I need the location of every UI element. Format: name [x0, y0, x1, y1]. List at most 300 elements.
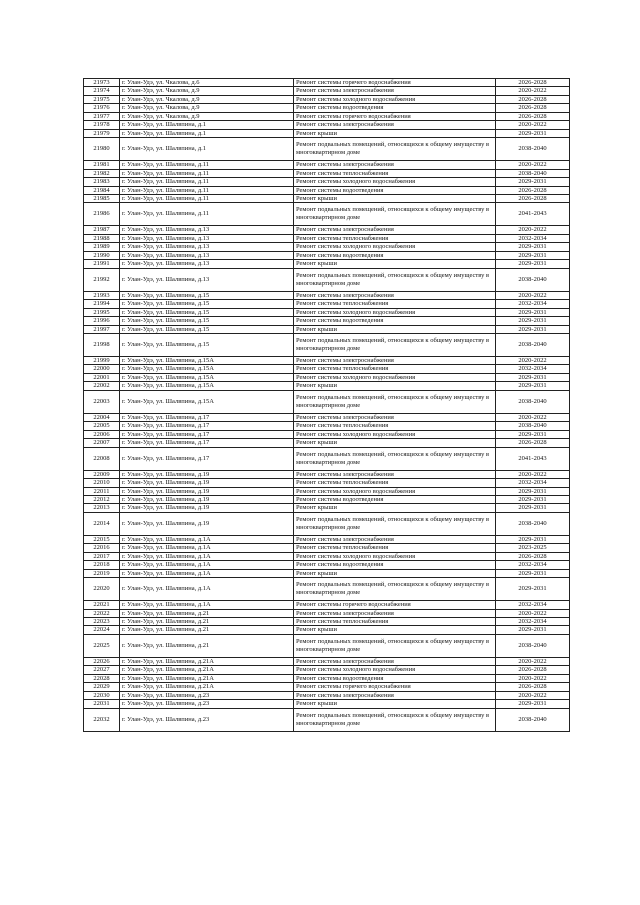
address-cell: г. Улан-Удэ, ул. Чкалова, д.9	[120, 87, 294, 95]
period-cell: 2029-2031	[496, 308, 570, 316]
address-cell: г. Улан-Удэ, ул. Шалвпина, д.15	[120, 300, 294, 308]
address-cell: г. Улан-Удэ, ул. Шалвпина, д.21А	[120, 683, 294, 691]
address-cell: г. Улан-Удэ, ул. Шалвпина, д.1А	[120, 569, 294, 577]
address-cell: г. Улан-Удэ, ул. Чкалова, д.6	[120, 79, 294, 87]
row-number-cell: 21980	[84, 138, 120, 161]
row-number-cell: 22013	[84, 504, 120, 512]
row-number-cell: 22020	[84, 578, 120, 601]
table-row	[84, 129, 570, 137]
work-type-cell: Ремонт системы электроснабжения	[294, 121, 496, 129]
period-cell: 2020-2022	[496, 470, 570, 478]
row-number-cell: 22000	[84, 365, 120, 373]
address-cell: г. Улан-Удэ, ул. Шалвпина, д.19	[120, 487, 294, 495]
period-cell: 2020-2022	[496, 413, 570, 421]
table-body	[84, 79, 570, 732]
address-cell: г. Улан-Удэ, ул. Шалвпина, д.1	[120, 138, 294, 161]
work-type-cell: Ремонт подвальных помещений, относящихся к общему имуществу в многоквартирном доме	[294, 390, 496, 413]
table-row	[84, 390, 570, 413]
table-row	[84, 512, 570, 535]
table-row	[84, 552, 570, 560]
period-cell: 2026-2028	[496, 683, 570, 691]
row-number-cell: 21990	[84, 251, 120, 259]
table-row	[84, 121, 570, 129]
row-number-cell: 21978	[84, 121, 120, 129]
period-cell: 2023-2025	[496, 544, 570, 552]
address-cell: г. Улан-Удэ, ул. Шалвпина, д.17	[120, 439, 294, 447]
work-type-cell: Ремонт крыши	[294, 382, 496, 390]
row-number-cell: 22011	[84, 487, 120, 495]
work-type-cell: Ремонт подвальных помещений, относящихся к общему имуществу в многоквартирном доме	[294, 708, 496, 731]
period-cell: 2029-2031	[496, 535, 570, 543]
work-type-cell: Ремонт системы горячего водоснабжения	[294, 683, 496, 691]
table-row	[84, 226, 570, 234]
period-cell: 2026-2028	[496, 439, 570, 447]
work-type-cell: Ремонт системы холодного водоснабжения	[294, 373, 496, 381]
row-number-cell: 21988	[84, 234, 120, 242]
work-type-cell: Ремонт крыши	[294, 504, 496, 512]
row-number-cell: 22003	[84, 390, 120, 413]
work-type-cell: Ремонт системы электроснабжения	[294, 609, 496, 617]
period-cell: 2038-2040	[496, 333, 570, 356]
address-cell: г. Улан-Удэ, ул. Шалвпина, д.17	[120, 422, 294, 430]
address-cell: г. Улан-Удэ, ул. Шалвпина, д.15А	[120, 390, 294, 413]
row-number-cell: 21997	[84, 325, 120, 333]
work-type-cell: Ремонт системы теплоснабжения	[294, 365, 496, 373]
work-type-cell: Ремонт системы электроснабжения	[294, 657, 496, 665]
table-row	[84, 700, 570, 708]
period-cell: 2026-2028	[496, 112, 570, 120]
address-cell: г. Улан-Удэ, ул. Шалвпина, д.21	[120, 609, 294, 617]
address-cell: г. Улан-Удэ, ул. Шалвпина, д.21А	[120, 674, 294, 682]
work-type-cell: Ремонт подвальных помещений, относящихся к общему имуществу в многоквартирном доме	[294, 512, 496, 535]
work-type-cell: Ремонт системы холодного водоснабжения	[294, 178, 496, 186]
table-row	[84, 300, 570, 308]
work-type-cell: Ремонт системы электроснабжения	[294, 226, 496, 234]
address-cell: г. Улан-Удэ, ул. Чкалова, д.9	[120, 95, 294, 103]
table-row	[84, 683, 570, 691]
period-cell: 2029-2031	[496, 700, 570, 708]
address-cell: г. Улан-Удэ, ул. Шалвпина, д.21А	[120, 657, 294, 665]
work-type-cell: Ремонт системы водоотведения	[294, 495, 496, 503]
repair-schedule-table	[83, 78, 570, 732]
period-cell: 2038-2040	[496, 634, 570, 657]
address-cell: г. Улан-Удэ, ул. Шалвпина, д.13	[120, 268, 294, 291]
address-cell: г. Улан-Удэ, ул. Шалвпина, д.13	[120, 251, 294, 259]
table-row	[84, 535, 570, 543]
row-number-cell: 21976	[84, 104, 120, 112]
address-cell: г. Улан-Удэ, ул. Чкалова, д.9	[120, 104, 294, 112]
table-row	[84, 601, 570, 609]
period-cell: 2029-2031	[496, 504, 570, 512]
work-type-cell: Ремонт системы горячего водоснабжения	[294, 601, 496, 609]
row-number-cell: 21989	[84, 243, 120, 251]
row-number-cell: 22008	[84, 447, 120, 470]
table-row	[84, 691, 570, 699]
work-type-cell: Ремонт системы холодного водоснабжения	[294, 430, 496, 438]
work-type-cell: Ремонт системы теплоснабжения	[294, 234, 496, 242]
table-row	[84, 413, 570, 421]
work-type-cell: Ремонт крыши	[294, 260, 496, 268]
row-number-cell: 22009	[84, 470, 120, 478]
period-cell: 2029-2031	[496, 626, 570, 634]
period-cell: 2020-2022	[496, 609, 570, 617]
row-number-cell: 22024	[84, 626, 120, 634]
address-cell: г. Улан-Удэ, ул. Шалвпина, д.11	[120, 203, 294, 226]
table-row	[84, 609, 570, 617]
row-number-cell: 22002	[84, 382, 120, 390]
work-type-cell: Ремонт крыши	[294, 626, 496, 634]
work-type-cell: Ремонт системы горячего водоснабжения	[294, 79, 496, 87]
row-number-cell: 21987	[84, 226, 120, 234]
period-cell: 2020-2022	[496, 226, 570, 234]
table-row	[84, 112, 570, 120]
table-row	[84, 186, 570, 194]
row-number-cell: 22022	[84, 609, 120, 617]
period-cell: 2029-2031	[496, 129, 570, 137]
address-cell: г. Улан-Удэ, ул. Шалвпина, д.17	[120, 447, 294, 470]
table-row	[84, 104, 570, 112]
work-type-cell: Ремонт крыши	[294, 439, 496, 447]
address-cell: г. Улан-Удэ, ул. Шалвпина, д.19	[120, 479, 294, 487]
address-cell: г. Улан-Удэ, ул. Шалвпина, д.1А	[120, 552, 294, 560]
work-type-cell: Ремонт системы водоотведения	[294, 251, 496, 259]
address-cell: г. Улан-Удэ, ул. Шалвпина, д.21	[120, 618, 294, 626]
period-cell: 2029-2031	[496, 243, 570, 251]
work-type-cell: Ремонт крыши	[294, 194, 496, 202]
period-cell: 2026-2028	[496, 186, 570, 194]
table-row	[84, 194, 570, 202]
period-cell: 2020-2022	[496, 674, 570, 682]
work-type-cell: Ремонт системы холодного водоснабжения	[294, 487, 496, 495]
work-type-cell: Ремонт системы холодного водоснабжения	[294, 95, 496, 103]
address-cell: г. Улан-Удэ, ул. Шалвпина, д.11	[120, 178, 294, 186]
row-number-cell: 22006	[84, 430, 120, 438]
period-cell: 2029-2031	[496, 495, 570, 503]
row-number-cell: 22026	[84, 657, 120, 665]
table-row	[84, 666, 570, 674]
period-cell: 2026-2028	[496, 95, 570, 103]
period-cell: 2038-2040	[496, 268, 570, 291]
row-number-cell: 21985	[84, 194, 120, 202]
table-row	[84, 317, 570, 325]
period-cell: 2032-2034	[496, 300, 570, 308]
address-cell: г. Улан-Удэ, ул. Шалвпина, д.17	[120, 413, 294, 421]
period-cell: 2026-2028	[496, 104, 570, 112]
row-number-cell: 21975	[84, 95, 120, 103]
address-cell: г. Улан-Удэ, ул. Шалвпина, д.11	[120, 161, 294, 169]
work-type-cell: Ремонт подвальных помещений, относящихся к общему имуществу в многоквартирном доме	[294, 333, 496, 356]
table-row	[84, 544, 570, 552]
row-number-cell: 21993	[84, 291, 120, 299]
row-number-cell: 21991	[84, 260, 120, 268]
address-cell: г. Улан-Удэ, ул. Шалвпина, д.23	[120, 691, 294, 699]
table-row	[84, 161, 570, 169]
row-number-cell: 21996	[84, 317, 120, 325]
table-row	[84, 495, 570, 503]
period-cell: 2041-2043	[496, 447, 570, 470]
work-type-cell: Ремонт крыши	[294, 569, 496, 577]
address-cell: г. Улан-Удэ, ул. Шалвпина, д.15А	[120, 365, 294, 373]
table-row	[84, 470, 570, 478]
period-cell: 2029-2031	[496, 260, 570, 268]
row-number-cell: 22017	[84, 552, 120, 560]
period-cell: 2026-2028	[496, 79, 570, 87]
address-cell: г. Улан-Удэ, ул. Чкалова, д.9	[120, 112, 294, 120]
table-row	[84, 708, 570, 731]
work-type-cell: Ремонт системы теплоснабжения	[294, 618, 496, 626]
table-row	[84, 365, 570, 373]
work-type-cell: Ремонт системы водоотведения	[294, 104, 496, 112]
period-cell: 2029-2031	[496, 430, 570, 438]
work-type-cell: Ремонт системы теплоснабжения	[294, 479, 496, 487]
document-page	[83, 78, 570, 732]
address-cell: г. Улан-Удэ, ул. Шалвпина, д.15	[120, 308, 294, 316]
work-type-cell: Ремонт системы водоотведения	[294, 317, 496, 325]
address-cell: г. Улан-Удэ, ул. Шалвпина, д.1А	[120, 544, 294, 552]
table-row	[84, 356, 570, 364]
period-cell: 2038-2040	[496, 422, 570, 430]
address-cell: г. Улан-Удэ, ул. Шалвпина, д.11	[120, 194, 294, 202]
table-row	[84, 657, 570, 665]
period-cell: 2032-2034	[496, 618, 570, 626]
work-type-cell: Ремонт системы холодного водоснабжения	[294, 243, 496, 251]
row-number-cell: 21983	[84, 178, 120, 186]
address-cell: г. Улан-Удэ, ул. Шалвпина, д.11	[120, 186, 294, 194]
row-number-cell: 22030	[84, 691, 120, 699]
work-type-cell: Ремонт системы холодного водоснабжения	[294, 308, 496, 316]
work-type-cell: Ремонт подвальных помещений, относящихся к общему имуществу в многоквартирном доме	[294, 634, 496, 657]
address-cell: г. Улан-Удэ, ул. Шалвпина, д.21А	[120, 666, 294, 674]
table-row	[84, 79, 570, 87]
address-cell: г. Улан-Удэ, ул. Шалвпина, д.15А	[120, 356, 294, 364]
work-type-cell: Ремонт системы электроснабжения	[294, 87, 496, 95]
address-cell: г. Улан-Удэ, ул. Шалвпина, д.17	[120, 430, 294, 438]
work-type-cell: Ремонт системы электроснабжения	[294, 356, 496, 364]
table-row	[84, 203, 570, 226]
table-row	[84, 430, 570, 438]
period-cell: 2038-2040	[496, 138, 570, 161]
work-type-cell: Ремонт системы холодного водоснабжения	[294, 552, 496, 560]
row-number-cell: 22015	[84, 535, 120, 543]
work-type-cell: Ремонт системы теплоснабжения	[294, 544, 496, 552]
table-row	[84, 138, 570, 161]
period-cell: 2020-2022	[496, 161, 570, 169]
period-cell: 2020-2022	[496, 291, 570, 299]
work-type-cell: Ремонт подвальных помещений, относящихся к общему имуществу в многоквартирном доме	[294, 268, 496, 291]
table-row	[84, 251, 570, 259]
row-number-cell: 22005	[84, 422, 120, 430]
work-type-cell: Ремонт подвальных помещений, относящихся к общему имуществу в многоквартирном доме	[294, 447, 496, 470]
period-cell: 2032-2034	[496, 561, 570, 569]
row-number-cell: 21999	[84, 356, 120, 364]
table-row	[84, 618, 570, 626]
row-number-cell: 22018	[84, 561, 120, 569]
address-cell: г. Улан-Удэ, ул. Шалвпина, д.15А	[120, 382, 294, 390]
row-number-cell: 21995	[84, 308, 120, 316]
work-type-cell: Ремонт системы водоотведения	[294, 674, 496, 682]
address-cell: г. Улан-Удэ, ул. Шалвпина, д.15	[120, 317, 294, 325]
row-number-cell: 21979	[84, 129, 120, 137]
row-number-cell: 22012	[84, 495, 120, 503]
address-cell: г. Улан-Удэ, ул. Шалвпина, д.13	[120, 243, 294, 251]
row-number-cell: 22023	[84, 618, 120, 626]
address-cell: г. Улан-Удэ, ул. Шалвпина, д.1А	[120, 561, 294, 569]
period-cell: 2032-2034	[496, 601, 570, 609]
row-number-cell: 21982	[84, 169, 120, 177]
row-number-cell: 22027	[84, 666, 120, 674]
period-cell: 2038-2040	[496, 512, 570, 535]
table-row	[84, 626, 570, 634]
table-row	[84, 178, 570, 186]
row-number-cell: 21973	[84, 79, 120, 87]
period-cell: 2029-2031	[496, 178, 570, 186]
row-number-cell: 21986	[84, 203, 120, 226]
address-cell: г. Улан-Удэ, ул. Шалвпина, д.1А	[120, 601, 294, 609]
address-cell: г. Улан-Удэ, ул. Шалвпина, д.15	[120, 333, 294, 356]
table-row	[84, 504, 570, 512]
row-number-cell: 22014	[84, 512, 120, 535]
work-type-cell: Ремонт системы электроснабжения	[294, 291, 496, 299]
period-cell: 2029-2031	[496, 373, 570, 381]
work-type-cell: Ремонт крыши	[294, 325, 496, 333]
table-row	[84, 291, 570, 299]
table-row	[84, 561, 570, 569]
row-number-cell: 21974	[84, 87, 120, 95]
row-number-cell: 22031	[84, 700, 120, 708]
table-row	[84, 308, 570, 316]
table-row	[84, 422, 570, 430]
table-row	[84, 479, 570, 487]
address-cell: г. Улан-Удэ, ул. Шалвпина, д.1	[120, 121, 294, 129]
address-cell: г. Улан-Удэ, ул. Шалвпина, д.19	[120, 512, 294, 535]
work-type-cell: Ремонт системы электроснабжения	[294, 691, 496, 699]
address-cell: г. Улан-Удэ, ул. Шалвпина, д.1А	[120, 535, 294, 543]
row-number-cell: 21984	[84, 186, 120, 194]
period-cell: 2020-2022	[496, 657, 570, 665]
period-cell: 2020-2022	[496, 87, 570, 95]
work-type-cell: Ремонт системы водоотведения	[294, 561, 496, 569]
address-cell: г. Улан-Удэ, ул. Шалвпина, д.1	[120, 129, 294, 137]
table-row	[84, 325, 570, 333]
row-number-cell: 21992	[84, 268, 120, 291]
period-cell: 2032-2034	[496, 365, 570, 373]
row-number-cell: 21977	[84, 112, 120, 120]
table-row	[84, 234, 570, 242]
table-row	[84, 569, 570, 577]
address-cell: г. Улан-Удэ, ул. Шалвпина, д.21	[120, 626, 294, 634]
address-cell: г. Улан-Удэ, ул. Шалвпина, д.15А	[120, 373, 294, 381]
row-number-cell: 22007	[84, 439, 120, 447]
table-row	[84, 373, 570, 381]
work-type-cell: Ремонт системы теплоснабжения	[294, 422, 496, 430]
row-number-cell: 21998	[84, 333, 120, 356]
address-cell: г. Улан-Удэ, ул. Шалвпина, д.19	[120, 470, 294, 478]
work-type-cell: Ремонт крыши	[294, 700, 496, 708]
work-type-cell: Ремонт системы электроснабжения	[294, 470, 496, 478]
table-row	[84, 578, 570, 601]
address-cell: г. Улан-Удэ, ул. Шалвпина, д.13	[120, 260, 294, 268]
table-row	[84, 243, 570, 251]
row-number-cell: 21994	[84, 300, 120, 308]
period-cell: 2029-2031	[496, 251, 570, 259]
table-row	[84, 95, 570, 103]
period-cell: 2029-2031	[496, 487, 570, 495]
period-cell: 2029-2031	[496, 317, 570, 325]
table-row	[84, 169, 570, 177]
row-number-cell: 22032	[84, 708, 120, 731]
address-cell: г. Улан-Удэ, ул. Шалвпина, д.13	[120, 234, 294, 242]
work-type-cell: Ремонт системы холодного водоснабжения	[294, 666, 496, 674]
address-cell: г. Улан-Удэ, ул. Шалвпина, д.23	[120, 700, 294, 708]
address-cell: г. Улан-Удэ, ул. Шалвпина, д.15	[120, 325, 294, 333]
table-row	[84, 333, 570, 356]
row-number-cell: 21981	[84, 161, 120, 169]
period-cell: 2032-2034	[496, 234, 570, 242]
table-row	[84, 87, 570, 95]
address-cell: г. Улан-Удэ, ул. Шалвпина, д.19	[120, 504, 294, 512]
address-cell: г. Улан-Удэ, ул. Шалвпина, д.15	[120, 291, 294, 299]
period-cell: 2020-2022	[496, 121, 570, 129]
period-cell: 2038-2040	[496, 169, 570, 177]
table-row	[84, 268, 570, 291]
period-cell: 2041-2043	[496, 203, 570, 226]
table-row	[84, 439, 570, 447]
row-number-cell: 22028	[84, 674, 120, 682]
table-row	[84, 447, 570, 470]
period-cell: 2038-2040	[496, 390, 570, 413]
work-type-cell: Ремонт системы водоотведения	[294, 186, 496, 194]
period-cell: 2032-2034	[496, 479, 570, 487]
work-type-cell: Ремонт системы электроснабжения	[294, 535, 496, 543]
period-cell: 2020-2022	[496, 691, 570, 699]
period-cell: 2026-2028	[496, 666, 570, 674]
row-number-cell: 22021	[84, 601, 120, 609]
work-type-cell: Ремонт подвальных помещений, относящихся к общему имуществу в многоквартирном доме	[294, 203, 496, 226]
table-row	[84, 634, 570, 657]
work-type-cell: Ремонт системы электроснабжения	[294, 413, 496, 421]
address-cell: г. Улан-Удэ, ул. Шалвпина, д.23	[120, 708, 294, 731]
period-cell: 2038-2040	[496, 708, 570, 731]
table-row	[84, 382, 570, 390]
period-cell: 2026-2028	[496, 552, 570, 560]
work-type-cell: Ремонт системы теплоснабжения	[294, 300, 496, 308]
address-cell: г. Улан-Удэ, ул. Шалвпина, д.11	[120, 169, 294, 177]
row-number-cell: 22010	[84, 479, 120, 487]
work-type-cell: Ремонт системы горячего водоснабжения	[294, 112, 496, 120]
work-type-cell: Ремонт подвальных помещений, относящихся к общему имуществу в многоквартирном доме	[294, 578, 496, 601]
address-cell: г. Улан-Удэ, ул. Шалвпина, д.19	[120, 495, 294, 503]
work-type-cell: Ремонт системы теплоснабжения	[294, 169, 496, 177]
row-number-cell: 22016	[84, 544, 120, 552]
row-number-cell: 22019	[84, 569, 120, 577]
period-cell: 2029-2031	[496, 382, 570, 390]
work-type-cell: Ремонт подвальных помещений, относящихся к общему имуществу в многоквартирном доме	[294, 138, 496, 161]
table-row	[84, 260, 570, 268]
address-cell: г. Улан-Удэ, ул. Шалвпина, д.21	[120, 634, 294, 657]
address-cell: г. Улан-Удэ, ул. Шалвпина, д.13	[120, 226, 294, 234]
period-cell: 2020-2022	[496, 356, 570, 364]
period-cell: 2029-2031	[496, 569, 570, 577]
work-type-cell: Ремонт крыши	[294, 129, 496, 137]
row-number-cell: 22001	[84, 373, 120, 381]
table-row	[84, 487, 570, 495]
period-cell: 2029-2031	[496, 325, 570, 333]
row-number-cell: 22025	[84, 634, 120, 657]
work-type-cell: Ремонт системы электроснабжения	[294, 161, 496, 169]
table-row	[84, 674, 570, 682]
row-number-cell: 22004	[84, 413, 120, 421]
period-cell: 2026-2028	[496, 194, 570, 202]
